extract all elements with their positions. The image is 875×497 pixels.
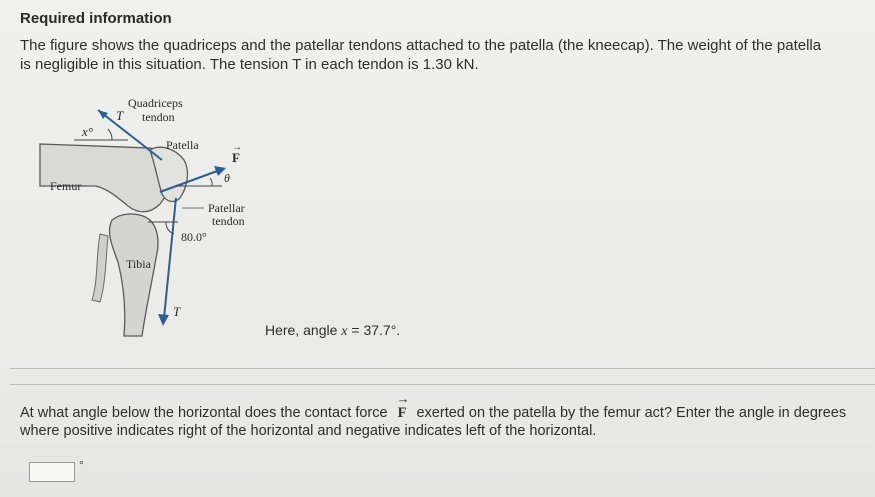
theta-arc [210,178,212,186]
problem-line-1: The figure shows the quadriceps and the patellar tendons attached to the patella (the kneecap). The weight of the patella [20,37,822,54]
label-t-bottom: T [173,304,181,319]
section-divider [10,368,875,385]
question-line-1-after: exerted on the patella by the femur act? Enter the angle in degrees [416,405,847,421]
vector-letter: F [397,405,407,421]
force-vector-symbol [396,391,410,422]
tibia-bone [110,214,158,336]
question-line-2: where positive indicates right of the horizontal and negative indicates left of the horizontal. [20,423,597,439]
problem-line-2: is negligible in this situation. The tension T in each tendon is 1.30 kN. [20,56,479,73]
question-text [20,391,875,440]
patellar-tendon-arrowhead [158,314,169,326]
label-patellar-tendon: tendon [212,214,245,228]
label-force-f: F [232,150,240,165]
given-variable: x [341,324,348,339]
fibula-bone [92,234,108,302]
question-line-1 [20,391,875,422]
label-eighty-degree: 80.0° [181,230,207,244]
given-value: = 37.7°. [347,322,401,338]
label-force-f-arrow: → [232,142,242,153]
degree-unit: ° [79,458,84,472]
answer-row [29,458,84,482]
knee-diagram [0,86,270,348]
vector-arrow-icon: → [396,391,410,406]
x-angle-arc [108,129,112,140]
question-line-1-before: At what angle below the horizontal does the contact force [20,405,388,421]
label-x-angle: x° [82,124,93,139]
given-prefix: Here, angle [265,322,342,338]
label-quadriceps: Quadriceps [128,96,183,110]
label-tibia: Tibia [126,257,151,271]
problem-statement [20,36,875,74]
label-t-top: T [116,108,124,123]
label-patella: Patella [166,138,199,152]
label-patellar: Patellar [208,201,245,215]
answer-input[interactable] [29,462,75,482]
given-angle-text [265,322,400,340]
label-theta: θ [224,171,230,185]
knee-diagram-svg [0,86,270,348]
label-quadriceps-tendon: tendon [142,110,175,124]
patellar-tendon-line [164,198,176,318]
label-femur: Femur [50,179,82,193]
section-heading: Required information [20,10,172,27]
